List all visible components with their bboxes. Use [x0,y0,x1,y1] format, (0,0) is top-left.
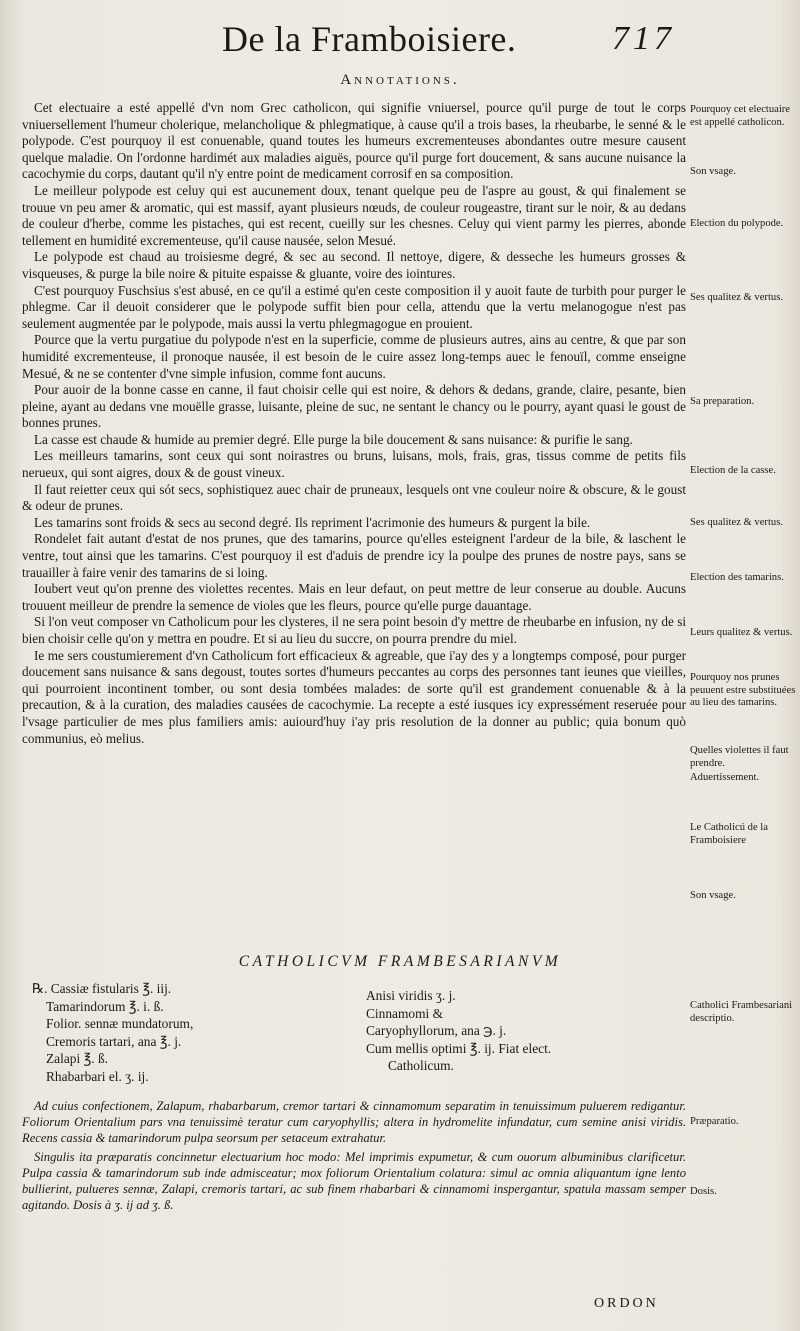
ingredient-line: Rhabarbari el. ʒ. ij. [46,1068,149,1084]
side-note: Leurs qualitez & vertus. [690,627,793,638]
paragraph-6: Pour auoir de la bonne casse en canne, il faut choisir celle qui est noire, & dehors & dedans, grande, claire, pesante, bien pleine, ayant au dedans vne mouëlle grasse, luisante, pleine de suc, ne sentant le chancy ou le pourry, ayant quasi le goust de bonnes prunes. [22,382,686,431]
ingredient-line: Tamarindorum ℥. i. ß. [46,998,164,1014]
section-title: Annotations. [340,72,460,88]
side-note: Quelles violettes il faut prendre. [690,745,789,769]
paragraph-7: La casse est chaude & humide au premier degré. Elle purge la bile doucement & sans nuisance: & purifie le sang. [34,431,633,447]
paragraph-13: Si l'on veut composer vn Catholicum pour les clysteres, il ne sera point besoin d'y mettre de rheubarbe en infusion, ny de si bien choisir celle qu'on y mettra en poudre. Et si au lieu du succre, on pourra prendre du miel. [22,614,686,646]
preparation-paragraph: Singulis ita præparatis concinnetur electuarium hoc modo: Mel imprimis expumetur, & cum ouorum albuminibus clarificetur. Pulpa cassia & tamarindorum sub inde admisceatur; mox foliorum Orientalium colatura: simul ac omnia aliquantum igne lento bullierint, pulueres sennæ, Zalapi, cremoris tartari, ac sub finem rhabarbari & cinnamomi inspergantur, spatula massam semper agitando. Dosis à ʒ. ij ad ʒ. ß. [22,1150,686,1212]
paragraph-2: Le meilleur polypode est celuy qui est aucunement doux, tenant quelque peu de l'aspre au goust, & qui finalement se trouue vn peu amer & aromatic, qui est massif, ayant plusieurs nœuds, de couleur rougeastre, tirant sur le noir, & au dedans de couleur d'herbe, comme les pistaches, qui est recent, cueilly sur les chesnes. Celuy qui vient parmy les pierres, abonde tellement en humidité excrementeuse, qu'il cause nausée, selon Mesué. [22,182,686,248]
paragraph-12: Ioubert veut qu'on prenne des violettes recentes. Mais en leur defaut, on peut mettre de leur conserue au double. Aucuns trouuent meilleur de prendre la semence de violes que les fleurs, pource qu'elle purge dauantage. [22,581,686,613]
page-header [0,12,800,62]
paragraph-5: Pource que la vertu purgatiue du polypode n'est en la superficie, comme de plusieurs autres, ains au centre, & que par son humidité excrementeuse, il pronoque nausée, il est besoin de le cuire assez long-temps auec le fenouïl, comme enseigne Mesué, & ne se contenter d'vne simple infusion, comme font aucuns. [22,332,686,381]
ingredient-line: Cremoris tartari, ana ℥. j. [46,1033,182,1049]
ingredient-line: Caryophyllorum, ana ℈. j. [366,1023,507,1039]
side-note: Election de la casse. [690,465,776,476]
paragraph-9: Il faut reietter ceux qui sót secs, sophistiquez auec chair de pruneaux, lesquels ont vne couleur noire & obscure, & le goust & odeur de prunes. [22,481,686,514]
side-note: Aduertissement. [690,772,760,783]
ingredient-line: Cum mellis optimi ℥. ij. Fiat elect. [366,1040,552,1056]
paragraph-1: Cet electuaire a esté appellé d'vn nom Grec catholicon, qui signifie vniuersel, pource qu'il purge de tout le corps vniuersellement l'humeur cholerique, melancholique & phlegmatique, à cause qu'il a trois bases, la rheubarbe, le senné & le polypode. C'est pourquoy il est conuenable, quand toutes les humeurs excrementeuses abondantes outre mesure causent quelque maladie. On l'ordonne hardimét aux maladies aiguës, pource qu'il purge fort doucement, & sans aucune nuisance la cacochymie du corps, dautant qu'il n'y entre point de medicament corrosif en sa composition. [22,100,686,182]
ingredient-line: Anisi viridis ʒ. j. [366,988,456,1003]
side-note: Son vsage. [690,166,736,177]
side-note: Pourquoy nos prunes peuuent estre substituées au lieu des tamarins. [690,672,796,709]
side-note: Catholici Frambesariani descriptio. [690,1000,793,1024]
side-note: Election du polypode. [690,218,784,229]
paragraph-8: Les meilleurs tamarins, sont ceux qui sont noirastres ou bruns, luisans, mols, frais, gras, tissus comme de petits fils nerueux, qui sont aigres, doux & de goust vineux. [22,448,686,481]
ingredient-line: Catholicum. [388,1058,454,1074]
side-note: Ses qualitez & vertus. [690,292,783,303]
recipe-ingredients-right [366,987,551,1075]
side-note: Dosis. [690,1186,717,1197]
ingredient-line: Folior. sennæ mundatorum, [46,1016,194,1032]
ingredient-line: Cinnamomi & [366,1005,443,1021]
ingredient-line: ℞. Cassiæ fistularis ℥. iij. [32,981,172,996]
side-note: Præparatio. [690,1116,739,1127]
ingredient-line: Zalapi ℥. ß. [46,1051,109,1067]
recipe-ingredients-left [32,980,193,1086]
side-note: Ses qualitez & vertus. [690,517,783,528]
catchword: ORDON [594,1296,659,1311]
side-note: Election des tamarins. [690,572,784,583]
running-title: De la Framboisiere. [222,19,517,59]
annotations-body [22,100,686,747]
preparation-text [22,1098,686,1216]
page-number: 717 [612,20,675,57]
paragraph-3: Le polypode est chaud au troisiesme degré, & sec au second. Il nettoye, digere, & desseche les humeurs grosses & visqueuses, & purge la bile noire & pituite espaisse & gluante, voire des iointures. [22,249,686,281]
preparation-paragraph: Ad cuius confectionem, Zalapum, rhabarbarum, cremor tartari & cinnamomum separatim in tenuissimum puluerem redigantur. Foliorum Orientalium pars vna tenuissimè teratur cum caryophyllis; altera in hydromelite infundatur, cum semine anisi viridis. Recens cassia & tamarindorum pulpa seorsum per setaceum extrahatur. [22,1099,686,1145]
side-note: Son vsage. [690,890,736,901]
paragraph-10: Les tamarins sont froids & secs au second degré. Ils repriment l'acrimonie des humeurs & purgent la bile. [34,514,591,530]
recipe-title: CATHOLICVM FRAMBESARIANVM [238,953,562,970]
paragraph-14: Ie me sers coustumierement d'vn Catholicum fort efficacieux & agreable, que i'ay des y a longtemps composé, pour purger doucement sans nuisance & sans degoust, toutes sortes d'humeurs peccantes au corps des personnes tant ieunes que vieilles, qui pourroient incontinent tomber, ou sont desia tombées malades: de sorte qu'il est grandement conuenable & à la precaution, & à la curation, des maladies causées de cacochymie. La recepte a esté iusques icy expressément reseruée pour l'vsage particulier de mes plus familiers amis: auiourd'huy i'ay pris resolution de la donner au public; quia bonum quò communius, eò melius. [22,647,686,746]
side-note: Sa preparation. [690,396,755,407]
side-note: Pourquoy cet electuaire est appellé catholicon. [690,104,791,128]
side-note: Le Catholicú de la Framboisiere [690,822,768,846]
paragraph-4: C'est pourquoy Fuschsius s'est abusé, en ce qu'il a estimé qu'en ceste composition il y auoit faute de turbith pour purger le phlegme. Car il deuoit considerer que le polypode suffit bien pour cella, attendu que la vertu melanogogue n'est pas seulement augmentée par le polypode, mais aussi la vertu phlegmagogue en prouient. [22,282,686,331]
paragraph-11: Rondelet fait autant d'estat de nos prunes, que des tamarins, pource qu'elles esteignent l'ardeur de la bile, & laschent le ventre, tout ainsi que les tamarins. C'est pourquoy il est d'aduis de prendre icy la poulpe des prunes de nostre pays, sans se trauailler à faire venir des tamarins de si loing. [22,531,686,580]
